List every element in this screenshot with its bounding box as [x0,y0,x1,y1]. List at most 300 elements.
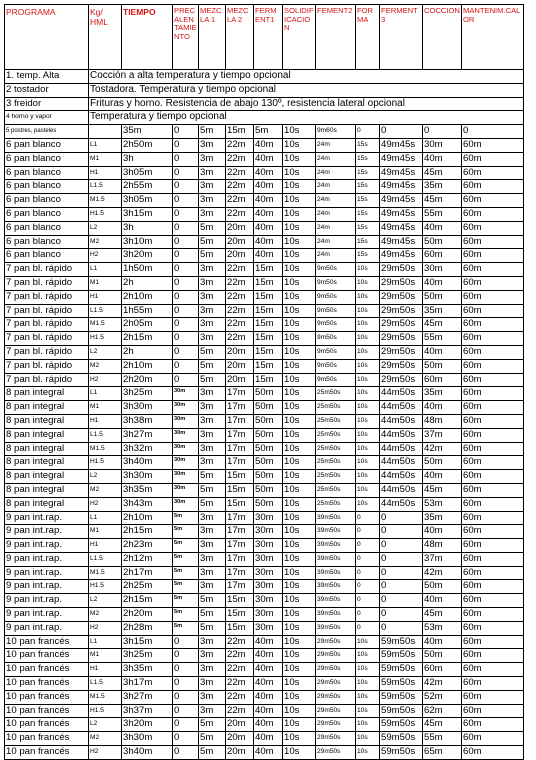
table-row [5,152,524,166]
cell-solidificacion: 10s [283,263,316,277]
cell-tiempo: 3h10m [122,235,173,249]
cell-mezcla1: 3m [199,704,226,718]
table-row [5,525,524,539]
cell-mezcla1: 3m [199,539,226,553]
cell-ferment1: 40m [254,166,283,180]
cell-program: 8 pan integral [5,483,89,497]
cell-solidificacion: 10s [283,732,316,746]
cell-ferment3: 49m45s [380,152,423,166]
cell-coccion: 42m [423,677,462,691]
cell-mezcla2: 22m [226,194,254,208]
cell-fement2: 25m50s [316,442,356,456]
cell-kg-size: L1 [89,635,122,649]
cell-mantenim-calor: 60m [462,511,524,525]
cell-solidificacion: 10s [283,166,316,180]
cell-solidificacion: 10s [283,373,316,387]
cell-program: 8 pan integral [5,470,89,484]
cell-ferment1: 15m [254,263,283,277]
cell-ferment1: 30m [254,566,283,580]
cell-solidificacion: 10s [283,442,316,456]
cell-ferment1: 50m [254,497,283,511]
cell-coccion: 35m [423,511,462,525]
cell-program: 7 pan bl. rápido [5,304,89,318]
cell-fement2: 29m50s [316,732,356,746]
cell-ferment3: 0 [380,511,423,525]
table-row [5,690,524,704]
cell-mantenim-calor: 60m [462,221,524,235]
cell-program: 6 pan blanco [5,138,89,152]
header-forma: FORMA [356,5,380,70]
cell-solidificacion: 10s [283,470,316,484]
cell-tiempo: 2h15m [122,332,173,346]
cell-tiempo: 2h50m [122,138,173,152]
cell-ferment3: 29m50s [380,263,423,277]
cell-program: 7 pan bl. rápido [5,359,89,373]
cell-precalentamiento: 0 [173,649,199,663]
cell-coccion: 45m [423,483,462,497]
cell-tiempo: 3h35m [122,663,173,677]
cell-program: 9 pan int.rap. [5,608,89,622]
cell-fement2: 25m50s [316,470,356,484]
cell-ferment3: 59m50s [380,635,423,649]
cell-tiempo: 2h20m [122,373,173,387]
cell-solidificacion: 10s [283,621,316,635]
cell-precalentamiento: 5m [173,621,199,635]
cell-mantenim-calor: 60m [462,414,524,428]
cell-mezcla1: 3m [199,511,226,525]
cell-fement2: 24m [316,180,356,194]
cell-mezcla1: 5m [199,497,226,511]
cell-fement2: 24m [316,152,356,166]
cell-mezcla1: 5m [199,125,226,139]
cell-forma: 10s [356,663,380,677]
cell-ferment1: 40m [254,732,283,746]
cell-coccion: 55m [423,332,462,346]
cell-forma: 10s [356,677,380,691]
cell-precalentamiento: 0 [173,635,199,649]
cell-mantenim-calor: 60m [462,497,524,511]
cell-mantenim-calor: 60m [462,690,524,704]
cell-precalentamiento: 0 [173,345,199,359]
cell-mezcla1: 3m [199,318,226,332]
cell-mezcla2: 15m [226,125,254,139]
cell-ferment1: 30m [254,525,283,539]
cell-tiempo: 3h35m [122,483,173,497]
cell-kg-size: L2 [89,470,122,484]
cell-program: 6 pan blanco [5,249,89,263]
cell-precalentamiento: 0 [173,180,199,194]
cell-tiempo: 35m [122,125,173,139]
cell-ferment3: 29m50s [380,304,423,318]
cell-coccion: 40m [423,470,462,484]
cell-mantenim-calor: 60m [462,566,524,580]
table-row [5,566,524,580]
cell-precalentamiento: 0 [173,318,199,332]
cell-ferment3: 29m50s [380,290,423,304]
cell-tiempo: 3h27m [122,690,173,704]
cell-ferment3: 0 [380,594,423,608]
cell-fement2: 24m [316,138,356,152]
cell-ferment1: 50m [254,483,283,497]
cell-tiempo: 2h [122,345,173,359]
cell-solidificacion: 10s [283,180,316,194]
cell-mantenim-calor: 60m [462,580,524,594]
cell-forma: 10s [356,428,380,442]
cell-ferment1: 15m [254,276,283,290]
cell-mezcla2: 22m [226,690,254,704]
cell-program: 7 pan bl. rápido [5,373,89,387]
cell-forma: 10s [356,470,380,484]
cell-kg-size: H2 [89,249,122,263]
cell-ferment1: 15m [254,290,283,304]
cell-kg-size: L2 [89,718,122,732]
cell-ferment3: 44m50s [380,442,423,456]
cell-coccion: 48m [423,539,462,553]
cell-ferment3: 49m45s [380,221,423,235]
cell-tiempo: 3h15m [122,207,173,221]
cell-kg-size: L1 [89,511,122,525]
cell-mantenim-calor: 60m [462,732,524,746]
cell-mantenim-calor: 60m [462,594,524,608]
cell-solidificacion: 10s [283,704,316,718]
cell-ferment3: 0 [380,580,423,594]
cell-tiempo: 3h40m [122,746,173,760]
program-table-wrapper [4,4,523,760]
cell-fement2: 25m50s [316,428,356,442]
cell-coccion: 48m [423,414,462,428]
cell-coccion: 50m [423,649,462,663]
cell-mantenim-calor: 60m [462,194,524,208]
cell-mezcla2: 22m [226,152,254,166]
cell-fement2: 39m50s [316,580,356,594]
cell-coccion: 37m [423,428,462,442]
cell-precalentamiento: 0 [173,166,199,180]
cell-coccion: 50m [423,290,462,304]
cell-coccion: 37m [423,552,462,566]
cell-solidificacion: 10s [283,746,316,760]
cell-fement2: 29m50s [316,718,356,732]
cell-mantenim-calor: 60m [462,677,524,691]
cell-tiempo: 2h55m [122,180,173,194]
cell-precalentamiento: 30m [173,387,199,401]
cell-tiempo: 3h30m [122,470,173,484]
cell-ferment1: 30m [254,552,283,566]
cell-coccion: 45m [423,166,462,180]
cell-coccion: 50m [423,456,462,470]
cell-tiempo: 3h38m [122,414,173,428]
cell-solidificacion: 10s [283,359,316,373]
cell-mezcla2: 17m [226,580,254,594]
cell-program: 6 pan blanco [5,166,89,180]
cell-kg-size: H1.5 [89,704,122,718]
cell-mantenim-calor: 60m [462,525,524,539]
cell-program: 10 pan francés [5,677,89,691]
cell-mantenim-calor: 60m [462,621,524,635]
cell-mantenim-calor: 60m [462,180,524,194]
cell-mezcla2: 22m [226,704,254,718]
cell-ferment3: 29m50s [380,359,423,373]
cell-ferment1: 30m [254,511,283,525]
cell-tiempo: 1h55m [122,304,173,318]
cell-ferment3: 44m50s [380,470,423,484]
header-tiempo: TIEMPO [122,5,173,70]
cell-forma: 15s [356,138,380,152]
cell-solidificacion: 10s [283,718,316,732]
cell-tiempo: 3h25m [122,387,173,401]
cell-mezcla1: 3m [199,663,226,677]
cell-mezcla2: 17m [226,511,254,525]
cell-forma: 0 [356,621,380,635]
cell-kg-size: L1.5 [89,304,122,318]
cell-coccion: 40m [423,525,462,539]
cell-tiempo: 3h05m [122,194,173,208]
table-row [5,511,524,525]
cell-ferment1: 40m [254,138,283,152]
cell-mantenim-calor: 60m [462,373,524,387]
cell-solidificacion: 10s [283,152,316,166]
table-row [5,718,524,732]
cell-kg-size: H1 [89,290,122,304]
description-row [5,83,524,97]
header-precalentamiento: PRECALENTAMIENTO [173,5,199,70]
cell-tiempo: 3h37m [122,704,173,718]
cell-mezcla1: 5m [199,373,226,387]
cell-ferment3: 29m50s [380,318,423,332]
cell-kg-size: H2 [89,746,122,760]
cell-ferment3: 59m50s [380,718,423,732]
cell-kg-size: H1 [89,663,122,677]
cell-fement2: 25m50s [316,414,356,428]
cell-tiempo: 1h50m [122,263,173,277]
cell-coccion: 50m [423,235,462,249]
cell-ferment1: 15m [254,359,283,373]
cell-program: 10 pan francés [5,690,89,704]
cell-coccion: 60m [423,663,462,677]
cell-ferment1: 50m [254,387,283,401]
cell-kg-size: H2 [89,497,122,511]
cell-ferment1: 40m [254,194,283,208]
cell-mantenim-calor: 60m [462,359,524,373]
cell-fement2: 24m [316,194,356,208]
cell-precalentamiento: 5m [173,594,199,608]
cell-precalentamiento: 5m [173,525,199,539]
cell-fement2: 39m50s [316,566,356,580]
cell-coccion: 40m [423,594,462,608]
cell-fement2: 25m50s [316,497,356,511]
table-row [5,677,524,691]
cell-tiempo: 3h15m [122,635,173,649]
cell-mezcla1: 3m [199,635,226,649]
cell-kg-size: L1 [89,263,122,277]
cell-precalentamiento: 0 [173,663,199,677]
cell-precalentamiento: 0 [173,152,199,166]
cell-tiempo: 3h20m [122,718,173,732]
cell-ferment3: 44m50s [380,483,423,497]
cell-kg-size: M1 [89,276,122,290]
cell-coccion: 60m [423,373,462,387]
cell-program: 6 pan blanco [5,180,89,194]
cell-ferment3: 49m45s [380,194,423,208]
cell-kg-size: M2 [89,235,122,249]
cell-tiempo: 3h05m [122,166,173,180]
cell-kg-size: L2 [89,345,122,359]
cell-ferment1: 30m [254,539,283,553]
cell-precalentamiento: 5m [173,608,199,622]
cell-mezcla2: 22m [226,180,254,194]
cell-program: 8 pan integral [5,497,89,511]
cell-mezcla1: 5m [199,608,226,622]
cell-mezcla1: 3m [199,332,226,346]
cell-tiempo: 3h [122,221,173,235]
program-description: Frituras y horno. Resistencia de abajo 130º, resistencia lateral opcional [89,97,524,111]
cell-solidificacion: 10s [283,138,316,152]
cell-ferment3: 44m50s [380,428,423,442]
cell-coccion: 40m [423,276,462,290]
cell-coccion: 60m [423,249,462,263]
cell-program: 6 pan blanco [5,194,89,208]
table-row [5,704,524,718]
cell-coccion: 55m [423,207,462,221]
table-row [5,746,524,760]
cell-precalentamiento: 0 [173,221,199,235]
table-row [5,221,524,235]
cell-forma: 10s [356,746,380,760]
cell-mezcla1: 3m [199,166,226,180]
cell-mezcla2: 17m [226,456,254,470]
program-name: 4 horno y vapor [5,111,89,125]
header-mezcla1: MEZCLA 1 [199,5,226,70]
description-row [5,111,524,125]
cell-solidificacion: 10s [283,332,316,346]
cell-mezcla1: 3m [199,387,226,401]
cell-mantenim-calor: 60m [462,304,524,318]
cell-ferment3: 0 [380,608,423,622]
cell-fement2: 24m [316,207,356,221]
cell-ferment3: 59m50s [380,746,423,760]
cell-mantenim-calor: 60m [462,746,524,760]
cell-mezcla1: 3m [199,552,226,566]
header-ferment1: FERMENT1 [254,5,283,70]
cell-coccion: 0 [423,125,462,139]
cell-ferment1: 40m [254,221,283,235]
cell-precalentamiento: 0 [173,332,199,346]
table-row [5,138,524,152]
cell-mantenim-calor: 0 [462,125,524,139]
cell-forma: 10s [356,732,380,746]
cell-mezcla1: 3m [199,304,226,318]
cell-mantenim-calor: 60m [462,483,524,497]
cell-forma: 0 [356,525,380,539]
cell-precalentamiento: 30m [173,442,199,456]
cell-mantenim-calor: 60m [462,387,524,401]
cell-mezcla1: 5m [199,221,226,235]
cell-fement2: 24m [316,235,356,249]
cell-solidificacion: 10s [283,456,316,470]
table-row [5,470,524,484]
cell-forma: 15s [356,235,380,249]
cell-kg-size: M1 [89,152,122,166]
cell-ferment1: 30m [254,621,283,635]
cell-coccion: 62m [423,704,462,718]
cell-mezcla2: 17m [226,525,254,539]
cell-kg-size: M2 [89,608,122,622]
cell-precalentamiento: 0 [173,235,199,249]
cell-program: 6 pan blanco [5,207,89,221]
table-row [5,304,524,318]
cell-coccion: 45m [423,318,462,332]
cell-ferment3: 44m50s [380,497,423,511]
header-mezcla2: MEZCLA 2 [226,5,254,70]
cell-mezcla1: 3m [199,580,226,594]
cell-solidificacion: 10s [283,428,316,442]
cell-fement2: 9m60s [316,125,356,139]
cell-kg-size: L1 [89,387,122,401]
cell-solidificacion: 10s [283,635,316,649]
cell-ferment1: 40m [254,649,283,663]
cell-tiempo: 3h32m [122,442,173,456]
cell-ferment3: 0 [380,566,423,580]
cell-mezcla1: 5m [199,732,226,746]
cell-ferment1: 40m [254,180,283,194]
table-row [5,414,524,428]
cell-tiempo: 2h15m [122,594,173,608]
cell-mezcla2: 15m [226,608,254,622]
cell-program: 7 pan bl. rápido [5,345,89,359]
cell-kg-size: M1.5 [89,194,122,208]
cell-ferment3: 0 [380,552,423,566]
cell-ferment1: 5m [254,125,283,139]
table-row [5,663,524,677]
cell-mezcla2: 20m [226,345,254,359]
cell-coccion: 52m [423,690,462,704]
cell-mezcla2: 17m [226,442,254,456]
cell-mantenim-calor: 60m [462,649,524,663]
cell-precalentamiento: 5m [173,539,199,553]
table-row [5,194,524,208]
cell-ferment1: 50m [254,442,283,456]
cell-solidificacion: 10s [283,497,316,511]
cell-ferment1: 30m [254,594,283,608]
cell-mezcla1: 3m [199,677,226,691]
table-row [5,497,524,511]
table-row [5,290,524,304]
cell-solidificacion: 10s [283,401,316,415]
cell-kg-size: L1.5 [89,428,122,442]
cell-mezcla1: 3m [199,428,226,442]
cell-mezcla2: 22m [226,663,254,677]
cell-ferment1: 15m [254,304,283,318]
cell-mezcla1: 5m [199,345,226,359]
cell-precalentamiento: 0 [173,138,199,152]
cell-ferment1: 15m [254,373,283,387]
table-row [5,359,524,373]
cell-mezcla1: 3m [199,152,226,166]
cell-precalentamiento: 30m [173,414,199,428]
cell-mezcla1: 5m [199,235,226,249]
cell-ferment1: 40m [254,704,283,718]
cell-mezcla1: 3m [199,649,226,663]
cell-ferment3: 59m50s [380,704,423,718]
cell-program: 9 pan int.rap. [5,552,89,566]
cell-mantenim-calor: 60m [462,332,524,346]
cell-ferment3: 49m45s [380,180,423,194]
cell-fement2: 29m50s [316,649,356,663]
cell-precalentamiento: 0 [173,718,199,732]
table-row [5,332,524,346]
cell-kg-size: H1.5 [89,332,122,346]
cell-kg-size: H1 [89,414,122,428]
cell-mantenim-calor: 60m [462,152,524,166]
